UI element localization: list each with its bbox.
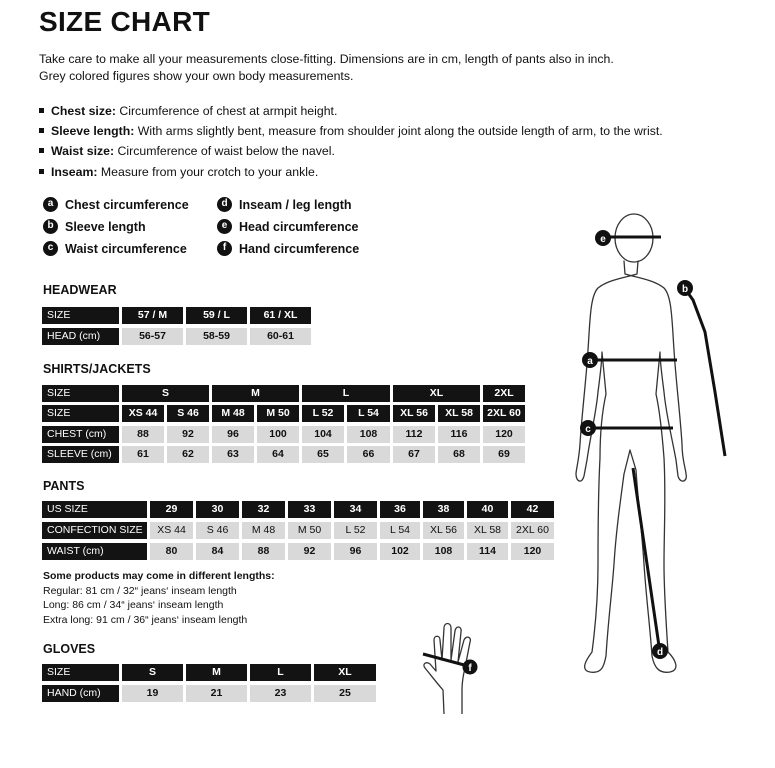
shirts-group-cell: M bbox=[212, 385, 299, 402]
pants-confection-cell: S 46 bbox=[196, 522, 239, 539]
headwear-title: HEADWEAR bbox=[43, 283, 117, 297]
inseam-measure-line bbox=[633, 468, 659, 646]
shirts-sleeve-cell: 61 bbox=[122, 446, 164, 463]
shirts-chest-cell: 108 bbox=[347, 426, 390, 443]
headwear-head-label: HEAD (cm) bbox=[42, 328, 119, 345]
shirts-sleeve-cell: 66 bbox=[347, 446, 390, 463]
pants-length-note bbox=[43, 569, 275, 627]
pants-waist-label: WAIST (cm) bbox=[42, 543, 147, 560]
pants-us-cell: 33 bbox=[288, 501, 331, 518]
sleeve-measure-line bbox=[683, 286, 725, 456]
body-illustration bbox=[555, 212, 745, 682]
pants-us-label: US SIZE bbox=[42, 501, 147, 518]
pants-confection-cell: XS 44 bbox=[150, 522, 193, 539]
legend-sleeve: b Sleeve length bbox=[43, 219, 146, 234]
pants-us-cell: 38 bbox=[423, 501, 464, 518]
shirts-size-cell: S 46 bbox=[167, 405, 209, 422]
gloves-size-cell: XL bbox=[314, 664, 376, 681]
gloves-size-cell: L bbox=[250, 664, 311, 681]
pants-waist-cell: 88 bbox=[242, 543, 285, 560]
headwear-size-cell: 57 / M bbox=[122, 307, 183, 324]
shirts-sleeve-cell: 68 bbox=[438, 446, 480, 463]
pants-us-cell: 42 bbox=[511, 501, 554, 518]
pants-note-line: Regular: 81 cm / 32“ jeans‘ inseam length bbox=[43, 584, 237, 597]
shirts-chest-cell: 104 bbox=[302, 426, 344, 443]
intro-line: Take care to make all your measurements close-fitting. Dimensions are in cm, length of pants also in inch. bbox=[39, 52, 614, 66]
shirts-size-cell: 2XL 60 bbox=[483, 405, 525, 422]
pants-waist-cell: 114 bbox=[467, 543, 508, 560]
pants-us-cell: 36 bbox=[380, 501, 420, 518]
legend-chest: a Chest circumference bbox=[43, 197, 189, 212]
pants-confection-cell: M 48 bbox=[242, 522, 285, 539]
pants-us-cell: 40 bbox=[467, 501, 508, 518]
gloves-hand-label: HAND (cm) bbox=[42, 685, 119, 702]
pants-waist-cell: 108 bbox=[423, 543, 464, 560]
pants-note-title: Some products may come in different lengths: bbox=[43, 570, 275, 582]
headwear-head-cell: 58-59 bbox=[186, 328, 247, 345]
shirts-group-label: SIZE bbox=[42, 385, 119, 402]
pants-confection-cell: L 54 bbox=[380, 522, 420, 539]
legend-head: e Head circumference bbox=[217, 219, 359, 234]
shirts-size-cell: M 50 bbox=[257, 405, 299, 422]
pants-us-cell: 34 bbox=[334, 501, 377, 518]
shirts-size-cell: XS 44 bbox=[122, 405, 164, 422]
gloves-size-label: SIZE bbox=[42, 664, 119, 681]
marker-e-label: e bbox=[600, 234, 606, 245]
shirts-sleeve-cell: 65 bbox=[302, 446, 344, 463]
pants-confection-cell: XL 56 bbox=[423, 522, 464, 539]
shirts-sleeve-cell: 67 bbox=[393, 446, 435, 463]
marker-e-icon: e bbox=[217, 219, 232, 234]
gloves-hand-cell: 21 bbox=[186, 685, 247, 702]
pants-confection-label: CONFECTION SIZE bbox=[42, 522, 147, 539]
gloves-size-cell: S bbox=[122, 664, 183, 681]
shirts-sleeve-cell: 69 bbox=[483, 446, 525, 463]
instruction-inseam: Inseam: Measure from your crotch to your ankle. bbox=[39, 162, 769, 182]
pants-us-cell: 32 bbox=[242, 501, 285, 518]
intro-text bbox=[39, 51, 759, 85]
shirts-chest-cell: 96 bbox=[212, 426, 254, 443]
instruction-sleeve: Sleeve length: With arms slightly bent, measure from shoulder joint along the outside length of arm, to the wrist. bbox=[39, 121, 769, 141]
pants-title: PANTS bbox=[43, 479, 85, 493]
shirts-size-cell: XL 58 bbox=[438, 405, 480, 422]
page-title: SIZE CHART bbox=[39, 6, 210, 37]
headwear-size-label: SIZE bbox=[42, 307, 119, 324]
pants-confection-cell: L 52 bbox=[334, 522, 377, 539]
shirts-chest-cell: 100 bbox=[257, 426, 299, 443]
shirts-sleeve-cell: 62 bbox=[167, 446, 209, 463]
shirts-size-cell: L 52 bbox=[302, 405, 344, 422]
shirts-chest-cell: 120 bbox=[483, 426, 525, 443]
pants-confection-cell: 2XL 60 bbox=[511, 522, 554, 539]
headwear-head-cell: 56-57 bbox=[122, 328, 183, 345]
shirts-sleeve-cell: 64 bbox=[257, 446, 299, 463]
gloves-hand-cell: 19 bbox=[122, 685, 183, 702]
legend-hand: f Hand circumference bbox=[217, 241, 359, 256]
marker-a-icon: a bbox=[43, 197, 58, 212]
headwear-size-cell: 59 / L bbox=[186, 307, 247, 324]
pants-waist-cell: 102 bbox=[380, 543, 420, 560]
pants-waist-cell: 80 bbox=[150, 543, 193, 560]
pants-waist-cell: 84 bbox=[196, 543, 239, 560]
marker-d-icon: d bbox=[217, 197, 232, 212]
marker-f-icon: f bbox=[217, 241, 232, 256]
shirts-size-cell: M 48 bbox=[212, 405, 254, 422]
headwear-size-cell: 61 / XL bbox=[250, 307, 311, 324]
shirts-chest-label: CHEST (cm) bbox=[42, 426, 119, 443]
shirts-size-cell: XL 56 bbox=[393, 405, 435, 422]
pants-us-cell: 29 bbox=[150, 501, 193, 518]
marker-c-label: c bbox=[585, 424, 591, 435]
pants-note-line: Long: 86 cm / 34“ jeans‘ inseam length bbox=[43, 599, 224, 611]
marker-f-label: f bbox=[468, 663, 472, 674]
instruction-chest: Chest size: Circumference of chest at armpit height. bbox=[39, 101, 769, 121]
shirts-sleeve-label: SLEEVE (cm) bbox=[42, 446, 119, 463]
pants-confection-cell: XL 58 bbox=[467, 522, 508, 539]
pants-us-cell: 30 bbox=[196, 501, 239, 518]
pants-confection-cell: M 50 bbox=[288, 522, 331, 539]
marker-b-icon: b bbox=[43, 219, 58, 234]
shirts-size-label: SIZE bbox=[42, 405, 119, 422]
legend-waist: c Waist circumference bbox=[43, 241, 187, 256]
shirts-chest-cell: 88 bbox=[122, 426, 164, 443]
pants-waist-cell: 96 bbox=[334, 543, 377, 560]
gloves-hand-cell: 25 bbox=[314, 685, 376, 702]
marker-d-label: d bbox=[656, 647, 664, 658]
intro-line: Grey colored figures show your own body measurements. bbox=[39, 69, 354, 83]
shirts-group-cell: L bbox=[302, 385, 390, 402]
legend-inseam: d Inseam / leg length bbox=[217, 197, 352, 212]
marker-b-label: b bbox=[681, 284, 689, 295]
pants-note-line: Extra long: 91 cm / 36“ jeans‘ inseam length bbox=[43, 613, 248, 626]
gloves-title: GLOVES bbox=[43, 642, 96, 656]
shirts-group-cell: 2XL bbox=[483, 385, 525, 402]
shirts-chest-cell: 116 bbox=[438, 426, 480, 443]
measurement-instructions bbox=[39, 101, 769, 182]
shirts-title: SHIRTS/JACKETS bbox=[43, 362, 151, 376]
shirts-group-cell: S bbox=[122, 385, 209, 402]
shirts-chest-cell: 92 bbox=[167, 426, 209, 443]
pants-waist-cell: 120 bbox=[511, 543, 554, 560]
shirts-size-cell: L 54 bbox=[347, 405, 390, 422]
gloves-size-cell: M bbox=[186, 664, 247, 681]
pants-waist-cell: 92 bbox=[288, 543, 331, 560]
marker-c-icon: c bbox=[43, 241, 58, 256]
shirts-sleeve-cell: 63 bbox=[212, 446, 254, 463]
hand-illustration bbox=[416, 616, 482, 716]
shirts-chest-cell: 112 bbox=[393, 426, 435, 443]
shirts-group-cell: XL bbox=[393, 385, 480, 402]
instruction-waist: Waist size: Circumference of waist below the navel. bbox=[39, 141, 769, 161]
marker-a-label: a bbox=[587, 356, 593, 367]
gloves-hand-cell: 23 bbox=[250, 685, 311, 702]
headwear-head-cell: 60-61 bbox=[250, 328, 311, 345]
